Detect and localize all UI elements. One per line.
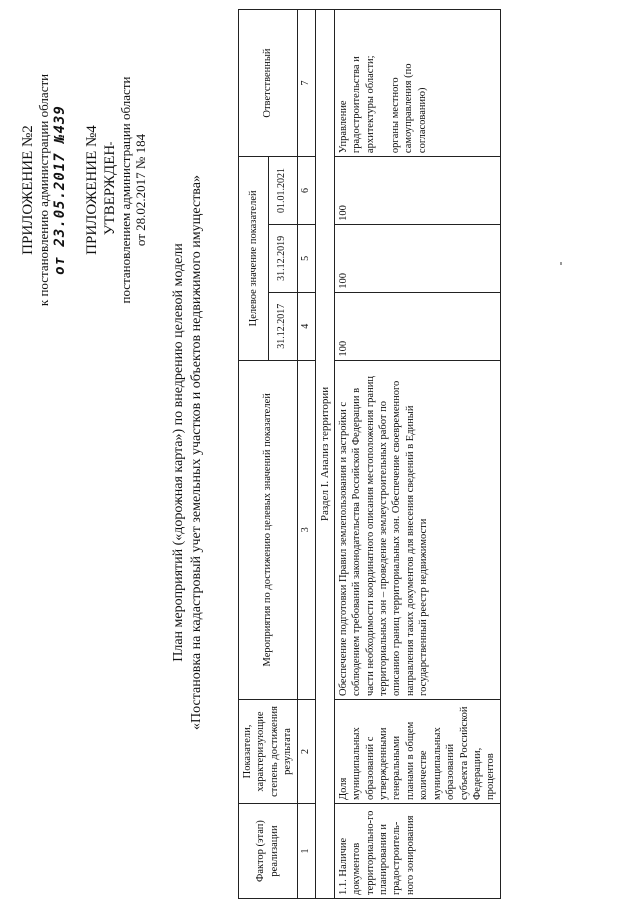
col-number: 4 <box>297 292 315 360</box>
section-title: Раздел I. Анализ территории <box>315 10 334 899</box>
row-indicator: Доля муниципальных образований с утвержденными генеральными планами в общем количестве муниципальных образований субъекта Российской Федерации, процентов <box>334 699 500 803</box>
title-line-1: План мероприятий («дорожная карта») по внедрению целевой модели <box>171 243 186 662</box>
header-factor: Фактор (этап) реализации <box>239 804 298 899</box>
title-line-2: «Постановка на кадастровый учет земельных участков и объектов недвижимого имущества» <box>188 175 204 730</box>
approved-label: УТВЕРЖДЕН <box>101 144 118 236</box>
row-value-2019: 100 <box>334 224 500 292</box>
appendix-4-title: ПРИЛОЖЕНИЕ №4 <box>84 125 101 255</box>
table-row <box>334 10 500 899</box>
table-header-row <box>239 10 269 899</box>
col-number: 5 <box>297 224 315 292</box>
row-responsible <box>334 10 500 157</box>
section-row <box>315 10 334 899</box>
header-target-values: Целевое значение показателей <box>239 157 269 361</box>
appendix-2-title: ПРИЛОЖЕНИЕ №2 <box>20 125 36 255</box>
header-responsible: Ответственный <box>239 10 298 157</box>
header-indicators: Показатели, характеризующие степень достижения результата <box>239 699 298 803</box>
scan-speck <box>110 142 112 145</box>
header-measures: Мероприятия по достижению целевых значений показателей <box>239 360 298 699</box>
approved-date: от 28.02.2017 № 184 <box>132 133 148 247</box>
row-measure: Обеспечение подготовки Правил землепользования и застройки с соблюдением требований законодательства Российской Федерации в части необходимости координатного описания местоположения границ территориальных зон – проведение землеустроительных работ по описанию границ территориальных зон. Обеспечение своевременного направления таких документов для внесения сведений в Единый государственный реестр недвижимости <box>334 360 500 699</box>
row-value-2021: 100 <box>334 157 500 225</box>
column-number-row <box>297 10 315 899</box>
roadmap-table <box>238 9 501 899</box>
col-number: 3 <box>297 360 315 699</box>
col-number: 7 <box>297 10 315 157</box>
col-number: 1 <box>297 804 315 899</box>
row-value-2017: 100 <box>334 292 500 360</box>
handwritten-date: от 23.05.2017 №439 <box>52 105 69 275</box>
responsible-secondary: органы местного самоуправления (по согласованию) <box>389 63 428 154</box>
appendix-header <box>20 40 149 340</box>
row-factor: 1.1. Наличие документов территориально-го планирования и градостроитель-ного зонирования <box>334 804 500 899</box>
scan-speck <box>560 262 562 265</box>
document-title <box>170 90 205 815</box>
decree-line: к постановлению администрации области <box>36 73 52 307</box>
col-number: 6 <box>297 157 315 225</box>
responsible-primary: Управление градостроительства и архитектуры области; <box>337 55 376 154</box>
approved-by: постановлением администрации области <box>117 76 133 304</box>
header-date-2021: 01.01.2021 <box>268 157 297 225</box>
col-number: 2 <box>297 699 315 803</box>
header-date-2017: 31.12.2017 <box>268 292 297 360</box>
header-date-2019: 31.12.2019 <box>268 224 297 292</box>
